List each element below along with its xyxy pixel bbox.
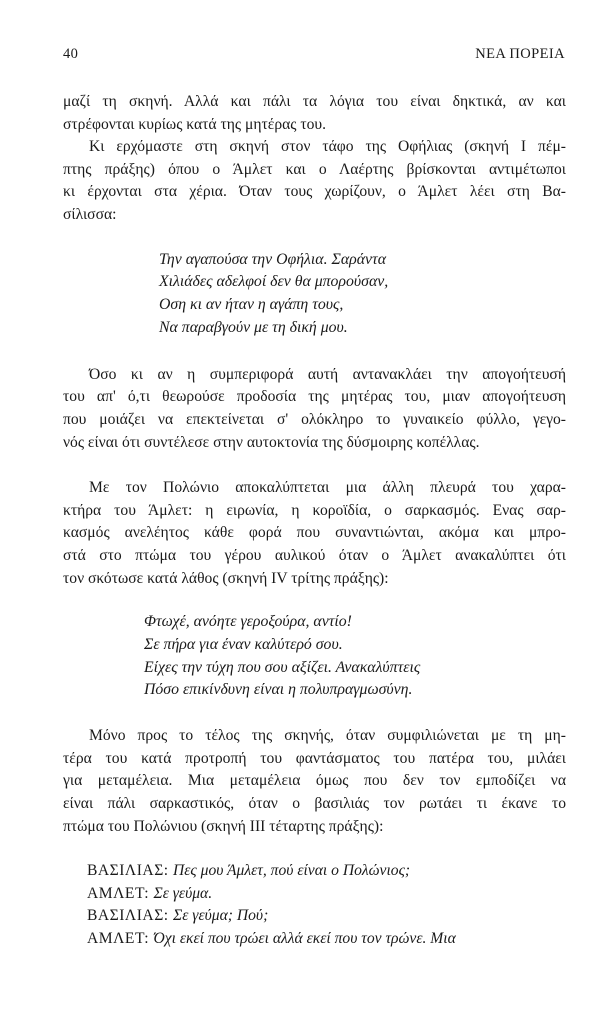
text-line: πτης πράξης) όπου ο Άμλετ και ο Λαέρτης βρίσκονται αντιμέτωποι	[63, 160, 566, 178]
paragraph-2	[63, 136, 566, 226]
verse-line: Σε πήρα για έναν καλύτερό σου.	[144, 635, 343, 653]
paragraph-4	[63, 477, 566, 590]
body-text	[63, 91, 566, 951]
running-title: ΝΕΑ ΠΟΡΕΙΑ	[475, 46, 565, 62]
text-line: Όσο κι αν η συμπεριφορά αυτή αντανακλάει την απογοήτευσή	[89, 365, 566, 383]
dialog-line	[87, 905, 566, 928]
dialog-line	[87, 928, 566, 951]
text-line: του απ' ό,τι θεωρούσε προδοσία της μητέρας του, μιαν απογοήτευση	[63, 388, 566, 406]
text-line: σίλισσα:	[63, 205, 117, 223]
verse-line: Οση κι αν ήταν η αγάπη τους,	[159, 296, 344, 314]
text-line: νός είναι ότι συντέλεσε στην αυτοκτονία της δύσμοιρης κοπέλλας.	[63, 433, 480, 451]
verse-line: Πόσο επικίνδυνη είναι η πολυπραγμωσύνη.	[144, 681, 413, 699]
text-line: τον σκότωσε κατά λάθος (σκηνή IV τρίτης πράξης):	[63, 569, 389, 587]
text-line: που μοιάζει να επεκτείνεται σ' ολόκληρο το γυναικείο φύλλο, γεγο-	[63, 410, 566, 428]
verse-line: Φτωχέ, ανόητε γεροξούρα, αντίο!	[144, 613, 352, 631]
text-line: Κι ερχόμαστε στη σκηνή στον τάφο της Οφήλιας (σκηνή Ι πέμ-	[89, 138, 566, 156]
text-line: κασμός ανελέητος κάθε φορά που συναντιώνται, ακόμα και μπρο-	[63, 524, 566, 542]
page-header	[63, 46, 565, 63]
verse-quote-polonius	[63, 611, 566, 702]
speaker-label: ΒΑΣΙΛΙΑΣ:	[87, 862, 173, 880]
speaker-label: ΑΜΛΕΤ:	[87, 884, 154, 902]
speaker-label: ΑΜΛΕΤ:	[87, 930, 154, 948]
dialog-line	[87, 883, 566, 906]
text-line: τέρα του κατά προτροπή του φαντάσματος του πατέρα του, μιλάει	[63, 749, 566, 767]
text-line: κτήρα του Άμλετ: η ειρωνία, η κοροϊδία, ο σαρκασμός. Ενας σαρ-	[63, 501, 566, 519]
verse-line: Την αγαπούσα την Οφήλια. Σαράντα	[159, 250, 386, 268]
paragraph-3	[63, 364, 566, 454]
verse-quote-ophelia	[63, 249, 566, 340]
speaker-label: ΒΑΣΙΛΙΑΣ:	[87, 907, 173, 925]
text-line: κι έρχονται στα χέρια. Όταν τους χωρίζουν, ο Άμλετ λέει στη Βα-	[63, 183, 566, 201]
speech-text: Σε γεύμα.	[153, 884, 213, 902]
text-line: για μεταμέλεια. Μια μεταμέλεια όμως που δεν τον εμποδίζει να	[63, 772, 566, 790]
text-line: στά στο πτώμα του γέρου αυλικού όταν ο Άμλετ ανακαλύπτει ότι	[63, 546, 566, 564]
text-line: πτώμα του Πολώνιου (σκηνή III τέταρτης πράξης):	[63, 817, 384, 835]
verse-line: Να παραβγούν με τη δική μου.	[159, 318, 348, 336]
paragraph-5	[63, 725, 566, 838]
speech-text: Πες μου Άμλετ, πού είναι ο Πολώνιος;	[173, 862, 411, 880]
text-line: μαζί τη σκηνή. Αλλά και πάλι τα λόγια του είναι δηκτικά, αν και	[63, 93, 566, 110]
dialog-line	[87, 860, 566, 883]
paragraph-1	[63, 91, 566, 136]
text-line: είναι πάλι σαρκαστικός, όταν ο βασιλιάς τον ρωτάει τι έκανε το	[63, 795, 566, 813]
speech-text: Σε γεύμα; Πού;	[173, 907, 269, 925]
text-line: στρέφονται κυρίως κατά της μητέρας του.	[63, 115, 327, 133]
text-line: Μόνο προς το τέλος της σκηνής, όταν συμφιλιώνεται με τη μη-	[89, 727, 566, 745]
speech-text: Όχι εκεί που τρώει αλλά εκεί που τον τρώνε. Μια	[153, 930, 456, 948]
text-line: Με τον Πολώνιο αποκαλύπτεται μια άλλη πλευρά του χαρα-	[89, 479, 566, 497]
dialog-block	[63, 860, 566, 950]
verse-line: Χιλιάδες αδελφοί δεν θα μπορούσαν,	[159, 273, 389, 291]
verse-line: Είχες την τύχη που σου αξίζει. Ανακαλύπτεις	[144, 658, 421, 676]
page-number: 40	[63, 46, 79, 62]
